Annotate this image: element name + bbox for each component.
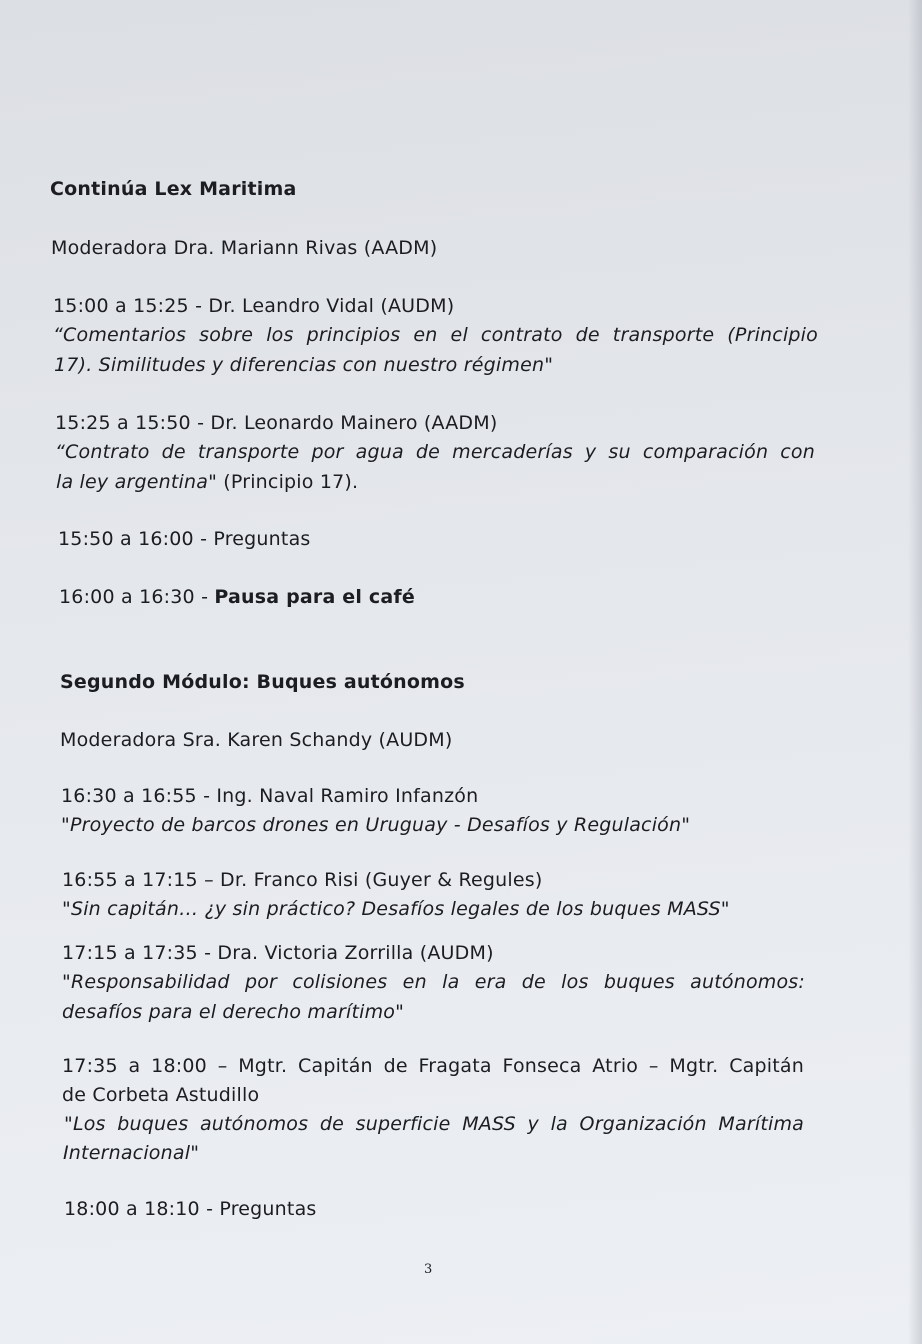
talk-title: "Responsabilidad por colisiones en la era de los buques autónomos:: [62, 971, 805, 993]
talk-title: “Comentarios sobre los principios en el contrato de transporte (Principio: [53, 324, 818, 346]
moderator-line: Moderadora Sra. Karen Schandy (AUDM): [60, 729, 453, 751]
questions-line: 15:50 a 16:00 - Preguntas: [58, 528, 311, 550]
talk-time-speaker: 17:35 a 18:00 – Mgtr. Capitán de Fragata Fonseca Atrio – Mgtr. Capitán: [62, 1055, 804, 1077]
talk-title: desafíos para el derecho marítimo": [62, 1001, 405, 1023]
section-heading-lex-maritima: Continúa Lex Maritima: [50, 178, 297, 200]
talk-time-speaker: 17:15 a 17:35 - Dra. Victoria Zorrilla (AUDM): [62, 942, 494, 964]
talk-title-line: [56, 467, 358, 497]
section-heading-buques-autonomos: Segundo Módulo: Buques autónomos: [60, 671, 465, 693]
break-time: 16:00 a 16:30 -: [59, 586, 215, 608]
talk-title: "Proyecto de barcos drones en Uruguay - Desafíos y Regulación": [61, 814, 691, 836]
questions-line: 18:00 a 18:10 - Preguntas: [64, 1198, 317, 1220]
talk-title: 17). Similitudes y diferencias con nuestro régimen": [54, 354, 554, 376]
talk-title: "Sin capitán… ¿y sin práctico? Desafíos legales de los buques MASS": [62, 898, 730, 920]
talk-time-speaker: 15:25 a 15:50 - Dr. Leonardo Mainero (AADM): [55, 412, 498, 434]
moderator-line: Moderadora Dra. Mariann Rivas (AADM): [51, 237, 438, 259]
talk-title-italic: la ley argentina": [56, 471, 218, 493]
talk-time-speaker: 15:00 a 15:25 - Dr. Leandro Vidal (AUDM): [53, 295, 455, 317]
page-number: 3: [424, 1262, 433, 1277]
talk-time-speaker: 16:30 a 16:55 - Ing. Naval Ramiro Infanzón: [61, 785, 479, 807]
talk-title: “Contrato de transporte por agua de mercaderías y su comparación con: [55, 441, 815, 463]
talk-title: "Los buques autónomos de superficie MASS y la Organización Marítima: [64, 1113, 804, 1135]
talk-time-speaker: de Corbeta Astudillo: [62, 1084, 260, 1106]
page-edge-shadow: [908, 0, 922, 1344]
talk-title: Internacional": [63, 1142, 200, 1164]
break-label: Pausa para el café: [214, 586, 415, 608]
talk-title-principle: (Principio 17).: [217, 471, 359, 493]
break-line: [59, 582, 415, 612]
talk-time-speaker: 16:55 a 17:15 – Dr. Franco Risi (Guyer & Regules): [62, 869, 543, 891]
